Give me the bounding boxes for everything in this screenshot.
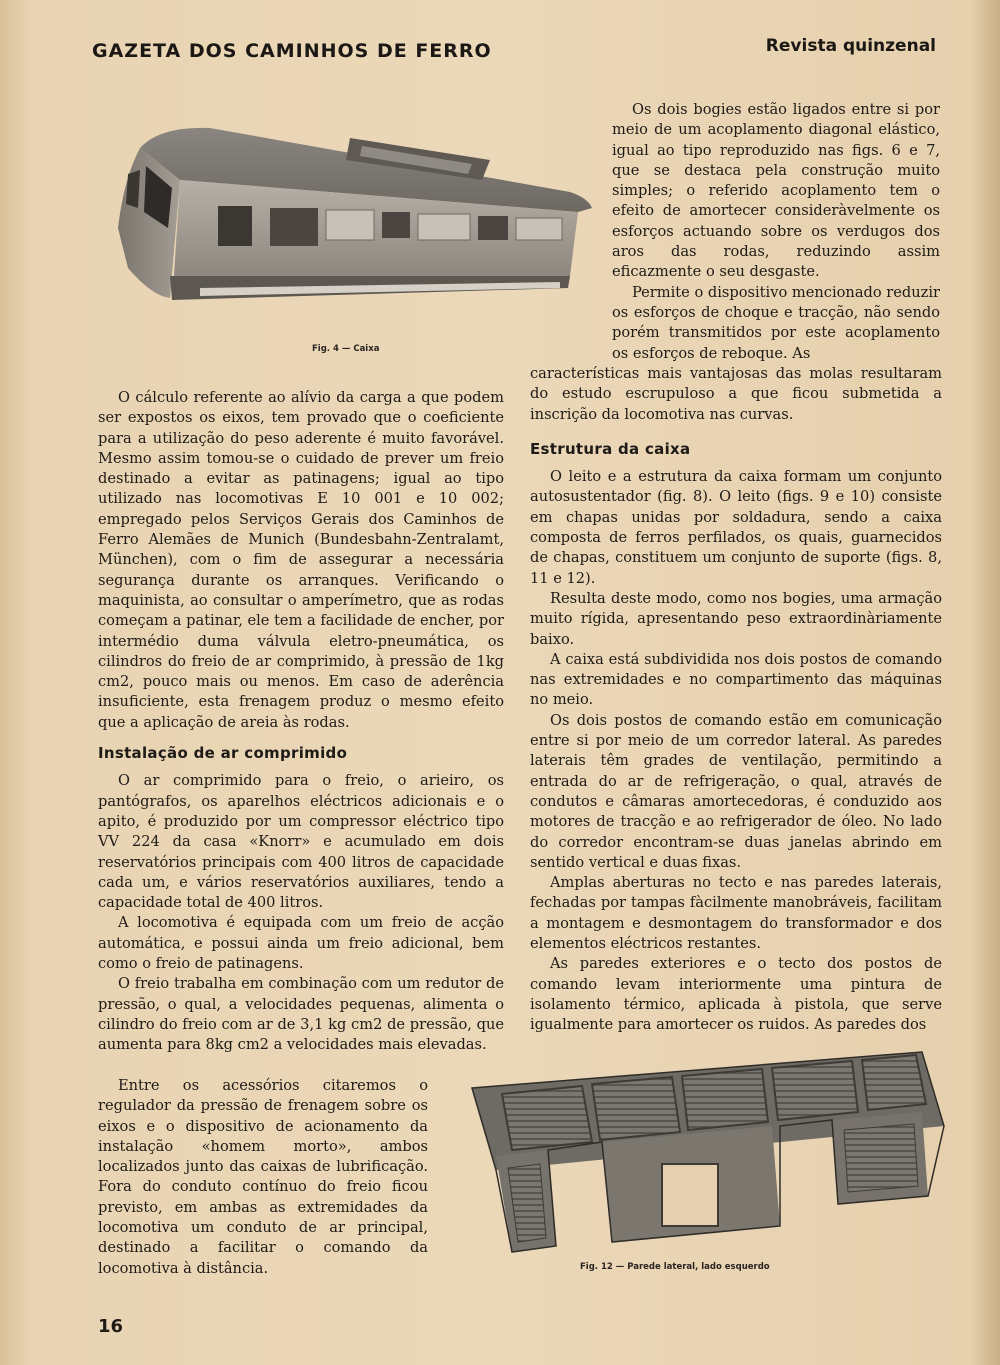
paragraph: Entre os acessórios citaremos o regulador da pressão de frenagem sobre os eixos e o dispositivo de acionamento da instalação «homem morto», ambos localizados junto das caixas de lubrificação. Fora do conduto contínuo do freio ficou previsto, em ambas as extremidades da locomotiva um conduto de ar principal, destinado a facilitar o comando da locomotiva à distância.	[98, 1077, 428, 1277]
magazine-title: GAZETA DOS CAMINHOS DE FERRO	[92, 40, 492, 62]
section-heading-estrutura: Estrutura da caixa	[530, 439, 691, 458]
magazine-subtitle: Revista quinzenal	[765, 36, 936, 56]
paragraph: O ar comprimido para o freio, o arieiro, os pantógrafos, os aparelhos eléctricos adicionais e o apito, é produzido por um compressor eléctrico tipo VV 224 da casa «Knorr» e acumulado em dois reservatórios principais com 400 litros de capacidade cada um, e vários reservatórios auxiliares, tendo a capacidade total de 400 litros.	[98, 772, 504, 912]
paragraph: Os dois postos de comando estão em comunicação entre si por meio de um corredor lateral. As paredes laterais têm grades de ventilação, permitindo a entrada do ar de refrigeração, o qual, através de condutos e câmaras amortecedoras, é conduzido aos motores de tracção e ao refrigerador de óleo. No lado do corredor encontram-se duas janelas abrindo em sentido vertical e duas fixas.	[530, 711, 942, 871]
figure-4-locomotive-body	[100, 108, 600, 336]
paragraph: A caixa está subdividida nos dois postos de comando nas extremidades e no compartimento das máquinas no meio.	[530, 650, 942, 709]
left-column-bottom	[98, 1076, 428, 1279]
paragraph: Os dois bogies estão ligados entre si por meio de um acoplamento diagonal elástico, igual ao tipo reproduzido nas figs. 6 e 7, que se destaca pela construção muito simples; o referido acoplamento tem o efeito de amortecer consideràvelmente os esforços actuando sobre os verdugos dos aros das rodas, reduzindo assim eficazmente o seu desgaste.	[612, 101, 940, 281]
paragraph: Resulta deste modo, como nos bogies, uma armação muito rígida, apresentando peso extraordinàriamente baixo.	[530, 589, 942, 648]
section-heading-ar-comprimido: Instalação de ar comprimido	[98, 744, 348, 763]
right-column-top	[612, 100, 940, 364]
figure-12-side-wall	[452, 1046, 948, 1254]
paragraph: O leito e a estrutura da caixa formam um conjunto autosustentador (fig. 8). O leito (figs. 9 e 10) consiste em chapas unidas por soldadura, sendo a caixa composta de ferros perfilados, os quais, guarnecidos de chapas, constituem um conjunto de suporte (figs. 8, 11 e 12).	[530, 468, 942, 587]
paragraph: O cálculo referente ao alívio da carga a que podem ser expostos os eixos, tem provado que o coeficiente para a utilização do peso aderente é muito favorável. Mesmo assim tomou-se o cuidado de prever um freio destinado a evitar as patinagens; igual ao tipo utilizado nas locomotivas E 10 001 e 10 002; empregado pelos Serviços Gerais dos Caminhos de Ferro Alemães de Munich (Bundesbahn-Zentralamt, München), com o fim de assegurar a necessária segurança durante os arranques. Verificando o maquinista, ao consultar o amperímetro, que as rodas começam a patinar, ele tem a facilidade de encher, por intermédio duma válvula eletro-pneumática, os cilindros do freio de ar comprimido, à pressão de 1kg cm2, pouco mais ou menos. Em caso de aderência insuficiente, esta frenagem produz o mesmo efeito que a aplicação de areia às rodas.	[98, 389, 504, 731]
paragraph: Permite o dispositivo mencionado reduzir os esforços de choque e tracção, não sendo porém transmitidos por este acoplamento os esforços de reboque. As	[612, 283, 940, 362]
paragraph: As paredes exteriores e o tecto dos postos de comando levam interiormente uma pintura de isolamento térmico, aplicada à pistola, que serve igualmente para amortecer os ruidos. As paredes dos	[530, 955, 942, 1034]
paragraph: características mais vantajosas das molas resultaram do estudo escrupuloso a que ficou submetida a inscrição da locomotiva nas curvas.	[530, 365, 942, 423]
right-column	[530, 364, 942, 1036]
paragraph: Amplas aberturas no tecto e nas paredes laterais, fechadas por tampas fàcilmente manobráveis, facilitam a montagem e desmontagem do transformador e dos elementos eléctricos restantes.	[530, 874, 942, 953]
figure-4-caption: Fig. 4 — Caixa	[312, 344, 380, 354]
left-column	[98, 388, 504, 1056]
paragraph: O freio trabalha em combinação com um redutor de pressão, o qual, a velocidades pequenas, alimenta o cilindro do freio com ar de 3,1 kg cm2 de pressão, que aumenta para 8kg cm2 a velocidades mais elevadas.	[98, 975, 504, 1054]
figure-12-caption: Fig. 12 — Parede lateral, lado esquerdo	[580, 1262, 770, 1272]
paragraph: A locomotiva é equipada com um freio de acção automática, e possui ainda um freio adicional, bem como o freio de patinagens.	[98, 914, 504, 973]
page-number: 16	[98, 1316, 124, 1337]
